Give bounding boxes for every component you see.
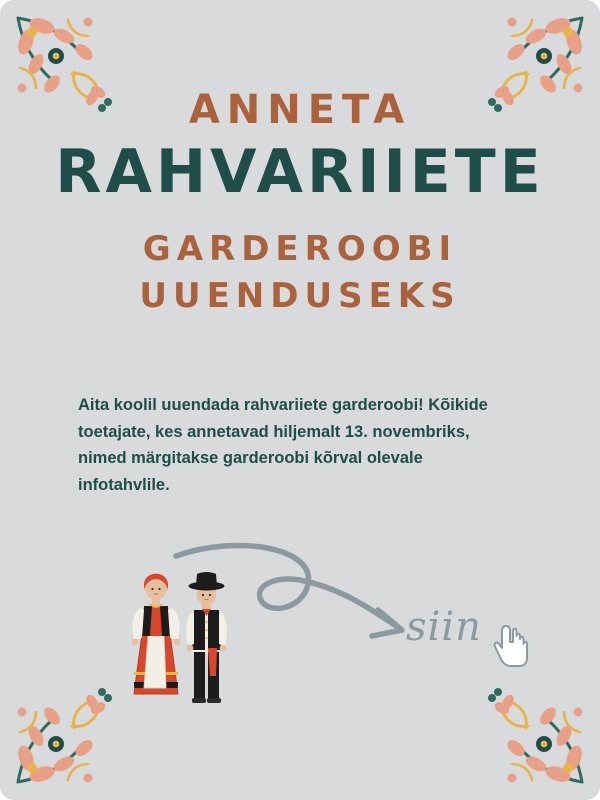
poster-headings bbox=[0, 88, 600, 317]
poster-body-text: Aita koolil uuendada rahvariiete garderoobi! Kõikide toetajate, kes annetavad hiljemalt 13. novembriks, nimed märgitakse garderoobi kõrval olevale infotahvlile. bbox=[78, 396, 488, 495]
curved-arrow-icon bbox=[168, 540, 418, 670]
pointing-hand-cursor-icon bbox=[492, 622, 532, 670]
heading-line-3: GARDEROOBI bbox=[142, 229, 458, 269]
heading-line-1: ANNETA bbox=[188, 87, 412, 133]
arrow-label: siin bbox=[406, 604, 482, 650]
heading-line-2: RAHVARIIETE bbox=[55, 137, 545, 207]
illustration-area bbox=[0, 540, 600, 740]
heading-line-4: UUENDUSEKS bbox=[139, 275, 461, 316]
